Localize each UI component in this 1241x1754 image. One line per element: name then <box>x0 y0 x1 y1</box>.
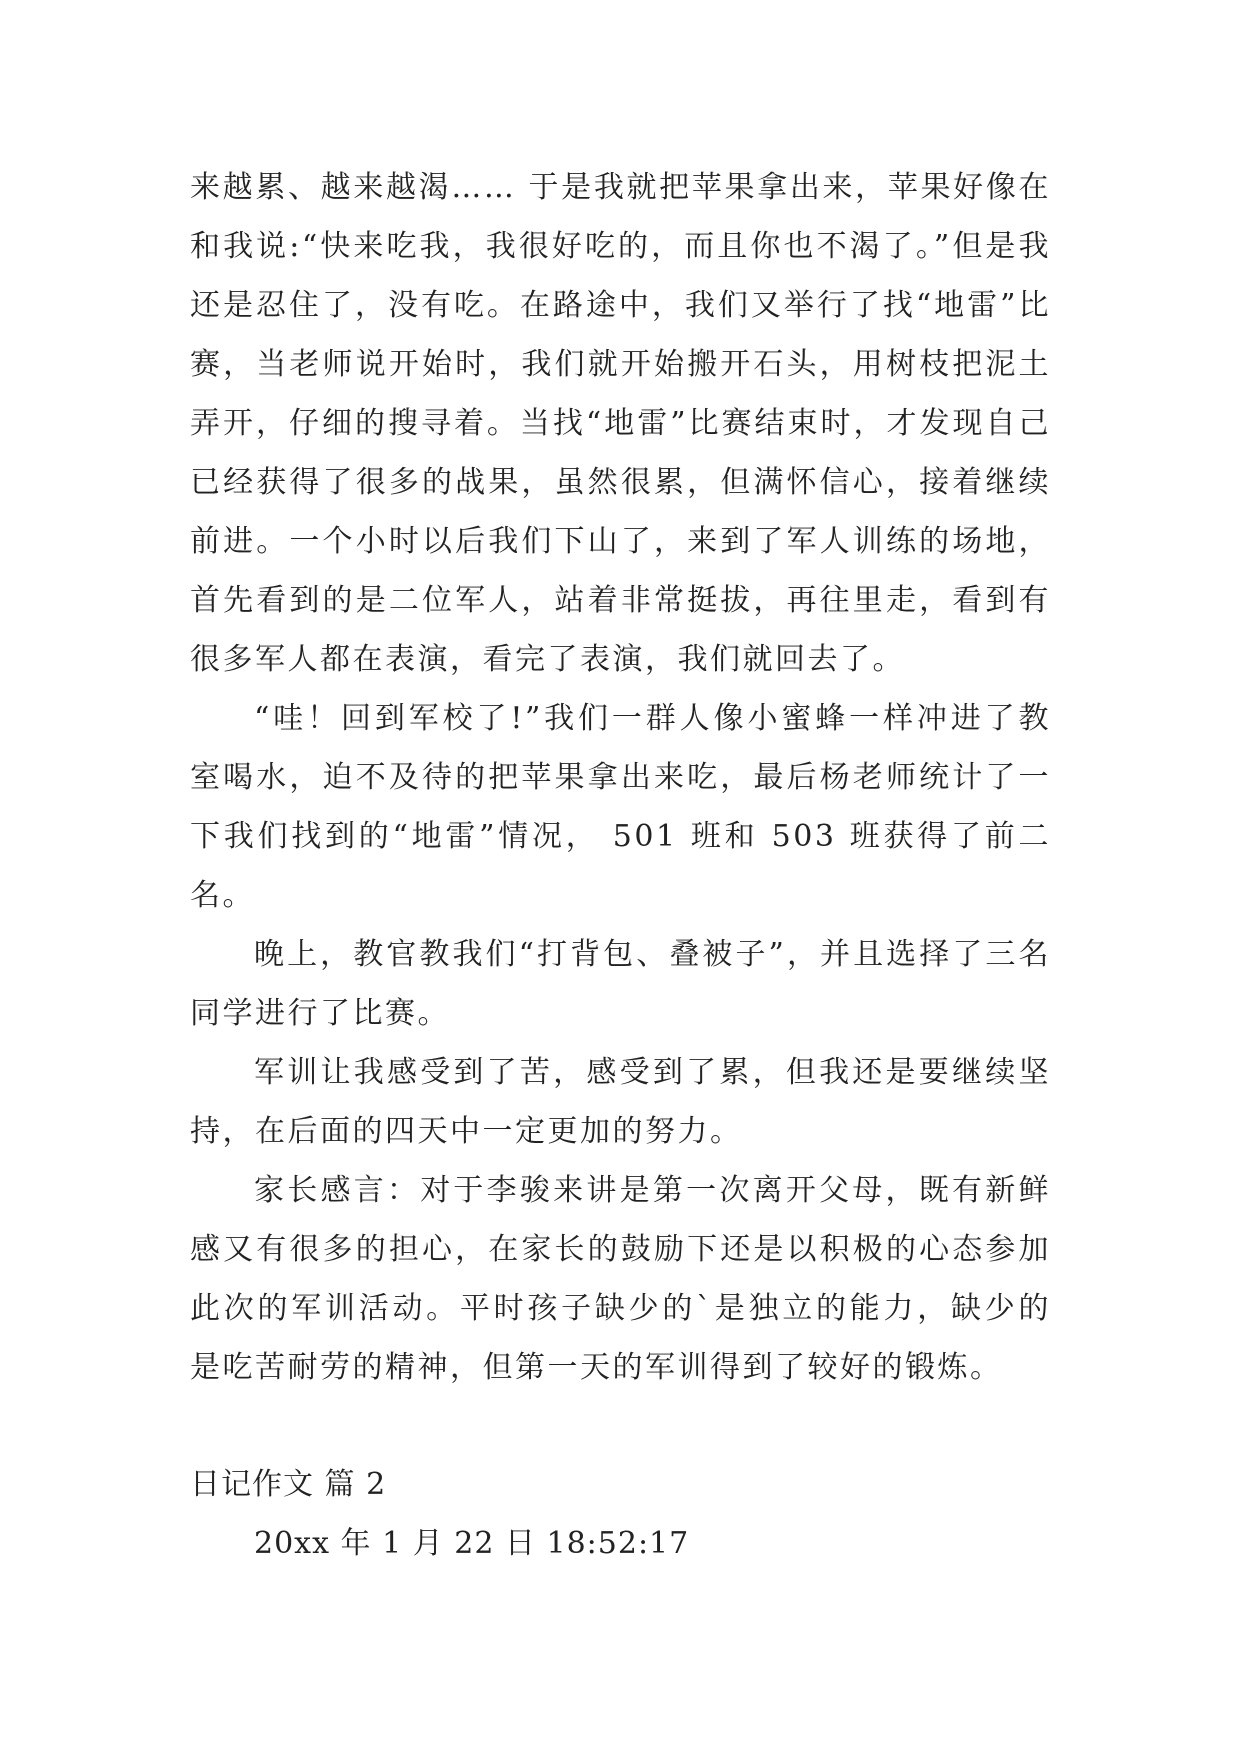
paragraph-2: “哇！回到军校了!”我们一群人像小蜜蜂一样冲进了教室喝水，迫不及待的把苹果拿出来吃，最后杨老师统计了一下我们找到的“地雷”情况， 501 班和 503 班获得了前二名。 <box>190 701 1051 913</box>
section-heading: 日记作文 篇 2 <box>190 1467 387 1502</box>
paragraph-4: 军训让我感受到了苦，感受到了累，但我还是要继续坚持，在后面的四天中一定更加的努力。 <box>190 1055 1051 1149</box>
document-body <box>190 158 1051 1573</box>
entry-dateline: 20xx 年 1 月 22 日 18:52:17 <box>254 1526 690 1561</box>
paragraph-1: 来越累、越来越渴…… 于是我就把苹果拿出来，苹果好像在和我说:“快来吃我，我很好吃的，而且你也不渴了。”但是我还是忍住了，没有吃。在路途中，我们又举行了找“地雷”比赛，当老师说开始时，我们就开始搬开石头，用树枝把泥土弄开，仔细的搜寻着。当找“地雷”比赛结束时，才发现自己已经获得了很多的战果，虽然很累，但满怀信心，接着继续前进。一个小时以后我们下山了，来到了军人训练的场地，首先看到的是二位军人，站着非常挺拔，再往里走，看到有很多军人都在表演，看完了表演，我们就回去了。 <box>190 170 1051 677</box>
paragraph-3: 晚上，教官教我们“打背包、叠被子”，并且选择了三名同学进行了比赛。 <box>190 937 1051 1031</box>
paragraph-5: 家长感言：对于李骏来讲是第一次离开父母，既有新鲜感又有很多的担心，在家长的鼓励下还是以积极的心态参加此次的军训活动。平时孩子缺少的`是独立的能力，缺少的是吃苦耐劳的精神，但第一天的军训得到了较好的锻炼。 <box>190 1173 1051 1385</box>
